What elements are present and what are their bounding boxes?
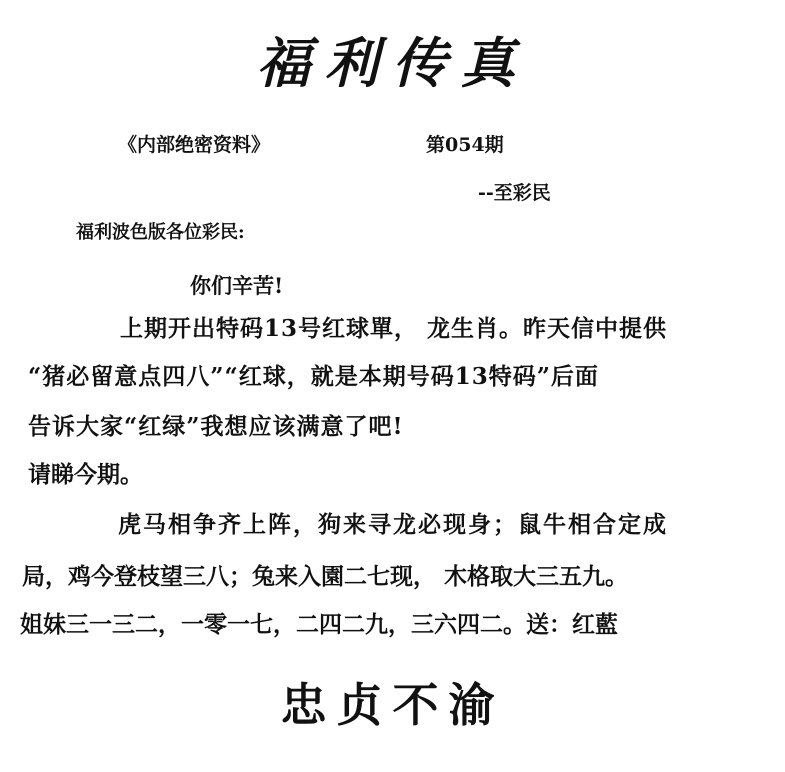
greeting: 你们辛苦! [190, 273, 284, 298]
body-line: 上期开出特码13号红球單， 龙生肖。昨天信中提供 [120, 315, 668, 342]
body-line: 姐妹三一三二，一零一七，二四二九，三六四二。送：红藍 [20, 611, 618, 638]
document-title: 福利传真 [256, 31, 529, 95]
motto: 忠贞不渝 [280, 678, 505, 732]
body-line: “猪必留意点四八”“红球，就是本期号码13特码”后面 [28, 363, 599, 390]
body-line: 虎马相争齐上阵，狗来寻龙必现身；鼠牛相合定成 [118, 511, 668, 538]
confidential-label: 《内部绝密资料》 [118, 134, 271, 156]
author-signature: --至彩民 [478, 182, 551, 204]
body-line: 告诉大家“红绿”我想应该满意了吧! [28, 413, 404, 440]
body-line: 局，鸡今登枝望三八；兔来入園二七现， 木格取大三五九。 [22, 563, 629, 590]
issue-number: 第054期 [426, 134, 504, 156]
salutation: 福利波色版各位彩民: [76, 222, 245, 243]
body-line: 请睇今期。 [28, 461, 143, 488]
